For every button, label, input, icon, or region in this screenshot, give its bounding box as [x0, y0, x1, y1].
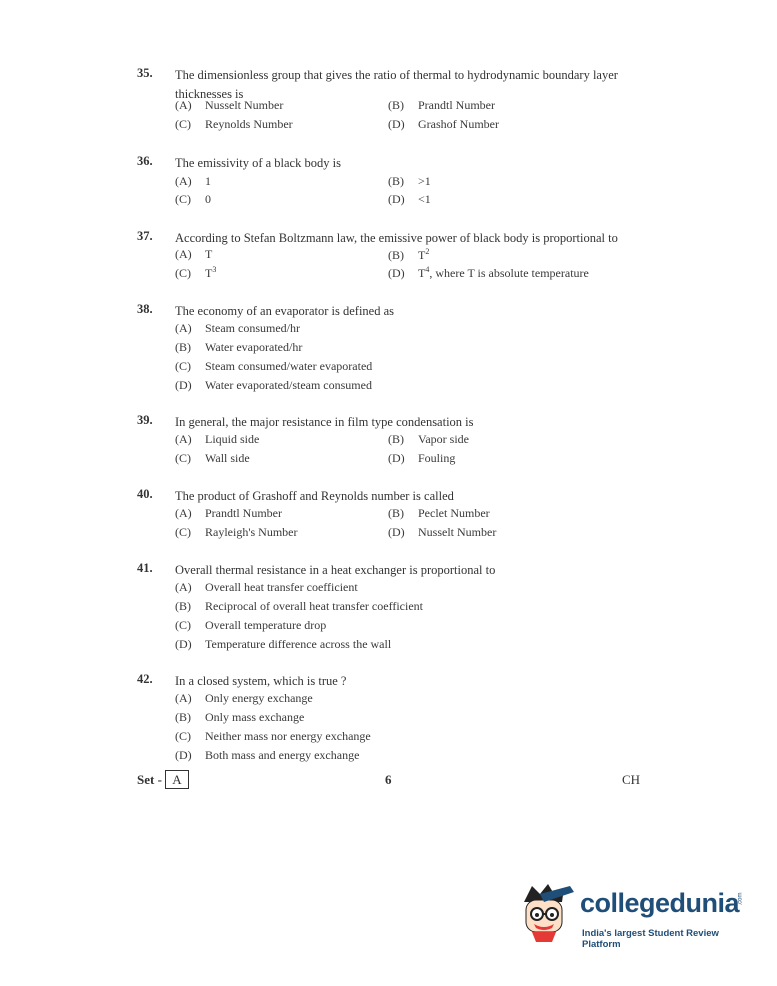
option-b: (B) Reciprocal of overall heat transfer coefficient [175, 599, 423, 613]
option-b: (B) Vapor side [388, 432, 469, 446]
option-d: (D) Both mass and energy exchange [175, 748, 360, 762]
option-c: (C) Rayleigh's Number [175, 525, 298, 539]
question-text: The dimensionless group that gives the ratio of thermal to hydrodynamic boundary layer thicknesses is [175, 68, 618, 101]
option-c: (C) 0 [175, 192, 211, 206]
set-label: Set - [137, 772, 162, 787]
option-c: (C) Reynolds Number [175, 117, 293, 131]
option-d: (D) <1 [388, 192, 431, 206]
subject-code: CH [622, 772, 641, 787]
option-c: (C) Overall temperature drop [175, 618, 327, 632]
option-a: (A) Prandtl Number [175, 506, 282, 520]
option-b: (B) Only mass exchange [175, 710, 305, 724]
option-d: (D) Water evaporated/steam consumed [175, 378, 372, 392]
question-number: 36. [137, 154, 153, 168]
question-text: Overall thermal resistance in a heat exchanger is proportional to [175, 563, 496, 577]
question-number: 37. [137, 229, 153, 243]
question-number: 38. [137, 302, 153, 316]
option-c: (C) $T^3$ [175, 265, 217, 280]
brand-suffix: .com [737, 892, 744, 906]
option-d: (D) Fouling [388, 451, 456, 465]
option-c: (C) Wall side [175, 451, 250, 465]
option-d: (D) Temperature difference across the wall [175, 637, 392, 651]
question-number: 41. [137, 561, 153, 575]
option-b: (B) Prandtl Number [388, 98, 495, 112]
question-text: The emissivity of a black body is [175, 156, 341, 170]
brand-tagline: India's largest Student Review Platform [582, 928, 719, 950]
question-text: In general, the major resistance in film type condensation is [175, 415, 474, 429]
question-number: 35. [137, 66, 153, 80]
option-c: (C) Neither mass nor energy exchange [175, 729, 371, 743]
option-d: (D) Grashof Number [388, 117, 499, 131]
question-number: 40. [137, 487, 153, 501]
question-text: According to Stefan Boltzmann law, the emissive power of black body is proportional to [175, 231, 618, 245]
question-number: 42. [137, 672, 153, 686]
question-number: 39. [137, 413, 153, 427]
option-b: (B) >1 [388, 174, 431, 188]
option-a: (A) Liquid side [175, 432, 260, 446]
question-text: In a closed system, which is true ? [175, 674, 347, 688]
option-b: (B) Peclet Number [388, 506, 490, 520]
option-d: (D) Nusselt Number [388, 525, 497, 539]
option-a: (A) T [175, 247, 213, 261]
set-value-box: A [165, 770, 189, 789]
option-a: (A) Overall heat transfer coefficient [175, 580, 358, 594]
question-text: The product of Grashoff and Reynolds number is called [175, 489, 454, 503]
option-c: (C) Steam consumed/water evaporated [175, 359, 373, 373]
option-d: (D) $T^4$, where T is absolute temperature [388, 265, 589, 280]
page-number: 6 [385, 772, 392, 787]
brand-name: collegedunia [580, 888, 740, 918]
question-text: The economy of an evaporator is defined as [175, 304, 395, 318]
option-a: (A) Only energy exchange [175, 691, 313, 705]
option-b: (B) Water evaporated/hr [175, 340, 303, 354]
option-a: (A) Steam consumed/hr [175, 321, 300, 335]
mascot-icon [518, 880, 576, 948]
option-a: (A) Nusselt Number [175, 98, 284, 112]
collegedunia-logo [518, 880, 748, 950]
option-b: (B) $T^2$ [388, 247, 430, 262]
option-a: (A) 1 [175, 174, 211, 188]
